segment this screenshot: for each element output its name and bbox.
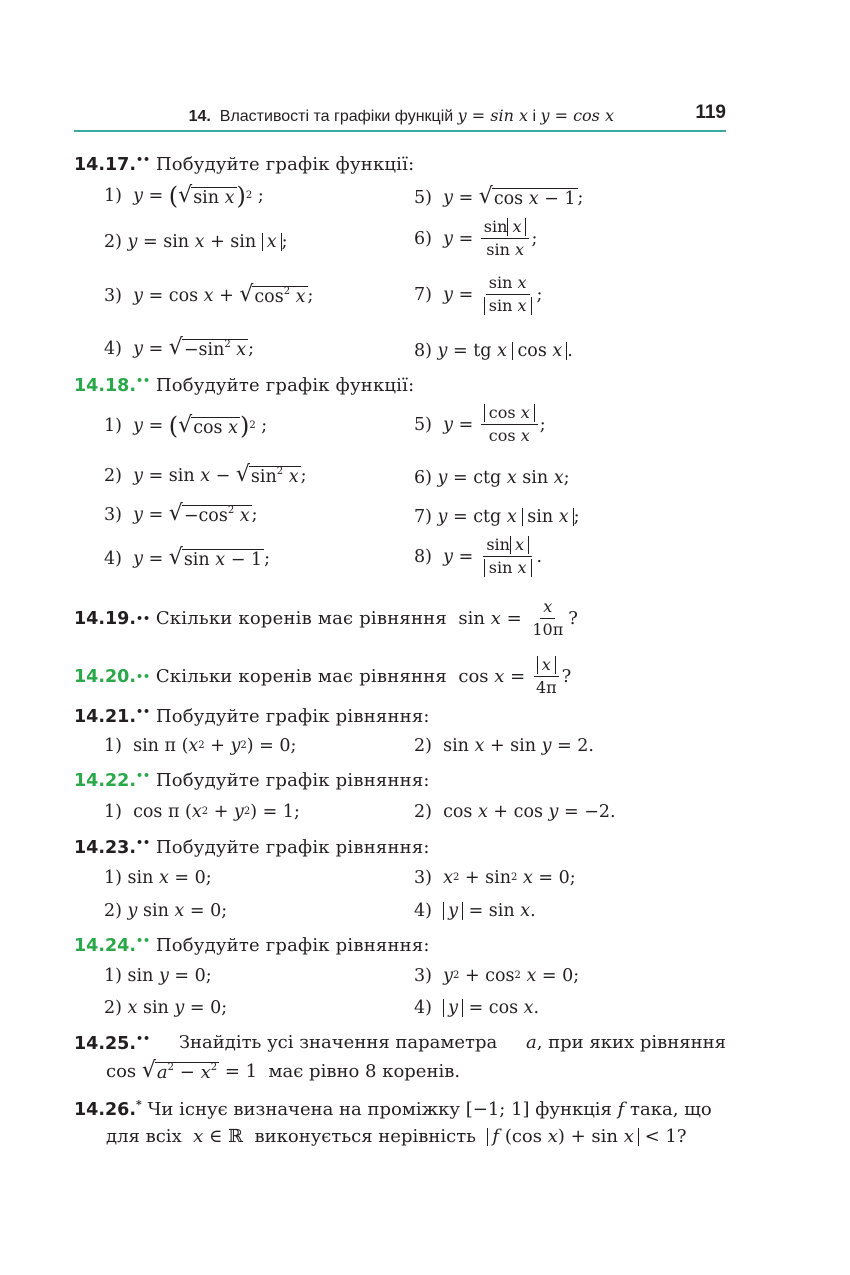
eq-14-18-7: 7) y = ctg x sin x ;	[414, 507, 580, 527]
problem-14-22: 14.22.•• Побудуйте графік рівняння:	[74, 769, 430, 791]
eq-14-23-4: 4) y = sin x .	[414, 901, 536, 921]
problem-14-20: 14.20. •• Скільки коренів має рівняння cos x = $\frac{x}{4\pi}$ ?	[74, 655, 572, 697]
eq-14-23-3: 3) x 2 + sin 2 x = 0;	[414, 868, 576, 888]
eq-14-23-2: 2) y sin x = 0;	[104, 901, 228, 921]
eq-14-17-4: 4) y = √ $-\sin^2$ x ;	[104, 335, 255, 360]
eq-14-18-1: 1) y = ( √ cos x ) 2 ;	[104, 412, 268, 440]
page-number: 119	[695, 102, 726, 123]
problem-14-21: 14.21.•• Побудуйте графік рівняння:	[74, 705, 430, 727]
problem-14-18: 14.18.•• Побудуйте графік функції:	[74, 374, 415, 396]
problem-14-25: 14.25.•• Знайдіть усі значення параметра a, при яких рівняння cos √ $a^2 - x^2$ = 1 має рівно 8 коренів.	[74, 1032, 726, 1083]
eq-14-18-6: 6) y = ctg x sin x ;	[414, 468, 570, 488]
eq-14-17-5: 5) y = √ cos x − 1 ;	[414, 184, 584, 209]
eq-14-22-1: 1) cos π ( x 2 + y 2 ) = 1;	[104, 802, 300, 822]
eq-14-17-3: 3) y = cos x + √ $\cos^2 x$ ;	[104, 282, 314, 307]
problem-14-17: 14.17.•• Побудуйте графік функції:	[74, 153, 415, 175]
eq-14-24-1: 1) sin y = 0;	[104, 966, 212, 986]
eq-14-22-2: 2) cos x + cos y = −2.	[414, 802, 616, 822]
eq-14-18-4: 4) y = √ sin x − 1 ;	[104, 545, 270, 570]
running-header	[74, 100, 726, 132]
eq-14-23-1: 1) sin x = 0;	[104, 868, 212, 888]
eq-14-24-4: 4) y = cos x .	[414, 998, 540, 1018]
header-title: 14. Властивості та графіки функцій y = sin x і y = cos x	[188, 106, 614, 125]
eq-14-21-1: 1) sin π ( x 2 + y 2 ) = 0;	[104, 736, 297, 756]
eq-14-17-6: 6) y = $\frac{\text{sin x}}{\text{sin x}}$ ;	[414, 217, 538, 259]
eq-14-21-2: 2) sin x + sin y = 2.	[414, 736, 594, 756]
problem-14-24: 14.24.•• Побудуйте графік рівняння:	[74, 934, 430, 956]
eq-14-18-3: 3) y = √ $-\cos^2$ x ;	[104, 501, 258, 526]
problem-14-19: 14.19. •• Скільки коренів має рівняння sin x = $\frac{x}{10\pi}$ ?	[74, 597, 578, 639]
eq-14-18-8: 8) y = $\frac{\text{sin x}}{\text{sin x}}$ .	[414, 535, 543, 577]
eq-14-17-2: 2) y = sin x + sin x ;	[104, 232, 288, 252]
eq-14-24-2: 2) x sin y = 0;	[104, 998, 228, 1018]
eq-14-17-1: 1) y = ( √ sin x ) 2 ;	[104, 182, 264, 210]
eq-14-17-8: 8) y = tg x cos x .	[414, 341, 573, 361]
eq-14-17-7: 7) y = $\frac{\text{sin x}}{\text{sin x}}$ ;	[414, 273, 543, 315]
eq-14-24-3: 3) y 2 + cos 2 x = 0;	[414, 966, 580, 986]
problem-14-23: 14.23.•• Побудуйте графік рівняння:	[74, 836, 430, 858]
eq-14-18-2: 2) y = sin x − √ $\sin^2 x$ ;	[104, 462, 307, 487]
eq-14-18-5: 5) y = $\frac{\text{cos x}}{\text{cos x}}$ ;	[414, 403, 546, 445]
problem-14-26: 14.26.* Чи існує визначена на проміжку [−1; 1] функція f така, що для всіх x ∈ ℝ виконується нерівність f (cos x) + sin x < 1?	[74, 1098, 712, 1147]
